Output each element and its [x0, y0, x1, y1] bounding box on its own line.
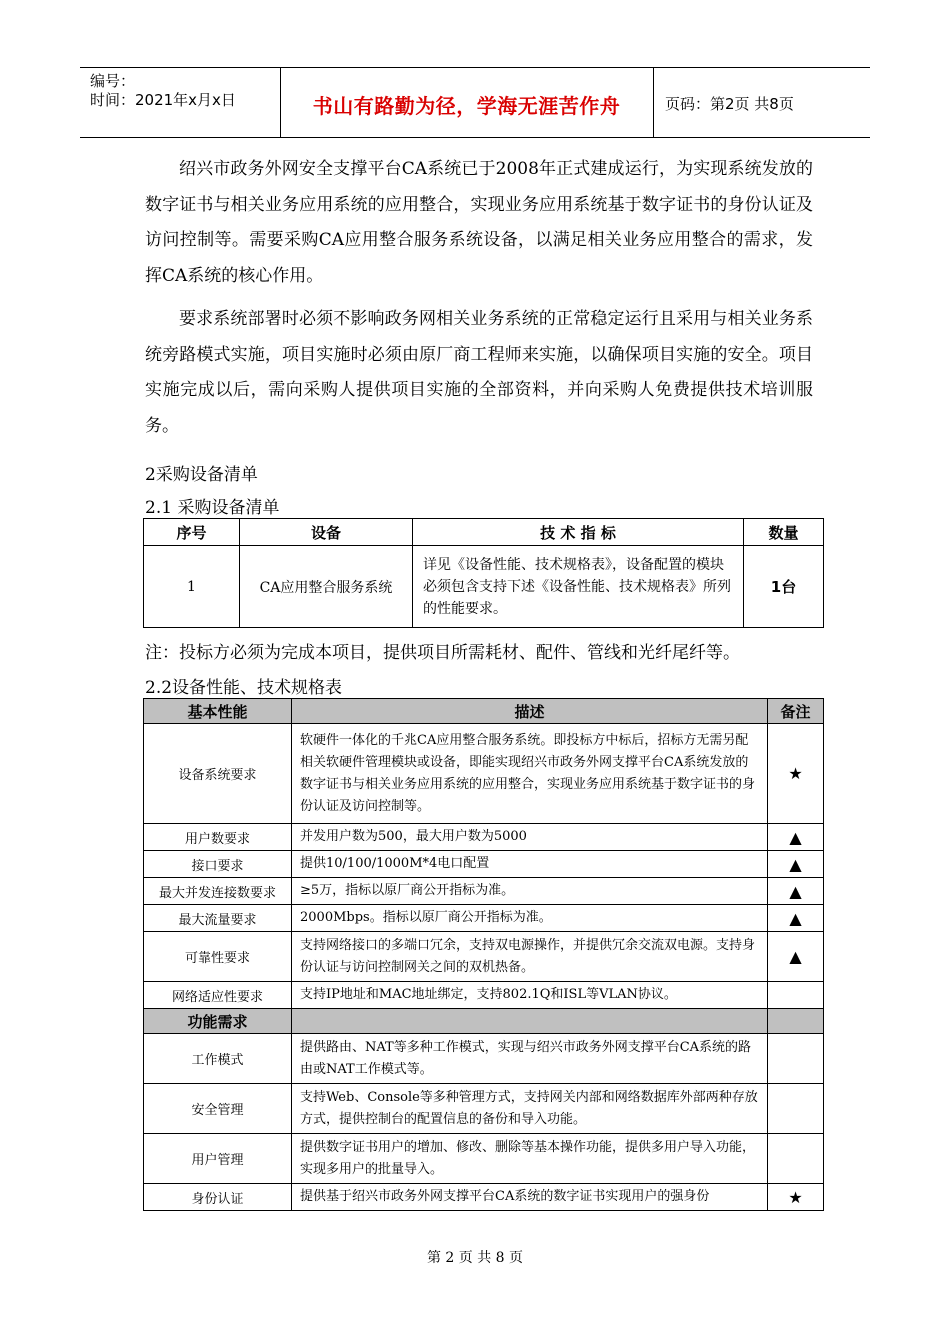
cell-device: CA应用整合服务系统 [240, 546, 413, 628]
header-page-info: 页码：第2页 共8页 [665, 95, 794, 113]
cell-qty: 1台 [744, 546, 824, 628]
table-row [144, 932, 824, 982]
cell-desc: 提供基于绍兴市政务外网支撑平台CA系统的数字证书实现用户的强身份 [292, 1184, 768, 1211]
cell-name: 安全管理 [144, 1084, 292, 1134]
header-number: 编号： [90, 72, 136, 90]
section-heading: 2采购设备清单 [145, 465, 258, 485]
note-text: 注：投标方必须为完成本项目，提供项目所需耗材、配件、管线和光纤尾纤等。 [145, 643, 740, 663]
triangle-mark-icon: ▲ [768, 851, 824, 878]
equipment-table [143, 518, 824, 628]
cell-mark [768, 1034, 824, 1084]
cell-desc: 支持Web、Console等多种管理方式，支持网关内部和网络数据库外部两种存放方式，提供控制台的配置信息的备份和导入功能。 [292, 1084, 768, 1134]
header-divider [653, 68, 654, 137]
cell-spec: 详见《设备性能、技术规格表》，设备配置的模块必须包含支持下述《设备性能、技术规格表》所列的性能要求。 [413, 546, 744, 628]
section-label: 功能需求 [144, 1009, 292, 1034]
subsection-heading: 2.1 采购设备清单 [145, 498, 280, 518]
table-row [144, 905, 824, 932]
cell-name: 最大流量要求 [144, 905, 292, 932]
cell-desc: 提供10/100/1000M*4电口配置 [292, 851, 768, 878]
cell-desc: 提供数字证书用户的增加、修改、删除等基本操作功能，提供多用户导入功能，实现多用户的批量导入。 [292, 1134, 768, 1184]
table-row [144, 1134, 824, 1184]
table-row [144, 824, 824, 851]
paragraph-intro: 绍兴市政务外网安全支撑平台CA系统已于2008年正式建成运行，为实现系统发放的数字证书与相关业务应用系统的应用整合，实现业务应用系统基于数字证书的身份认证及访问控制等。需要采购CA应用整合服务系统设备，以满足相关业务应用整合的需求，发挥CA系统的核心作用。 [145, 159, 813, 286]
header-time: 时间：2021年x月x日 [90, 91, 236, 109]
cell-desc: 2000Mbps。指标以原厂商公开指标为准。 [292, 905, 768, 932]
page-footer: 第 2 页 共 8 页 [426, 1250, 524, 1266]
spec-table [143, 698, 824, 1211]
header-meta [90, 72, 236, 110]
header-motto: 书山有路勤为径，学海无涯苦作舟 [312, 94, 621, 118]
cell-name: 网络适应性要求 [144, 982, 292, 1009]
triangle-mark-icon: ▲ [768, 905, 824, 932]
cell-desc: 软硬件一体化的千兆CA应用整合服务系统。即投标方中标后，招标方无需另配相关软硬件管理模块或设备，即能实现绍兴市政务外网支撑平台CA系统发放的数字证书与相关业务应用系统的应用整合，实现业务应用系统基于数字证书的身份认证及访问控制等。 [292, 724, 768, 824]
star-mark-icon: ★ [768, 1184, 824, 1211]
col-header-no: 序号 [144, 519, 240, 546]
star-mark-icon: ★ [768, 724, 824, 824]
cell-name: 接口要求 [144, 851, 292, 878]
triangle-mark-icon: ▲ [768, 932, 824, 982]
col-header-qty: 数量 [744, 519, 824, 546]
table-header-row [144, 519, 824, 546]
cell-desc: 提供路由、NAT等多种工作模式，实现与绍兴市政务外网支撑平台CA系统的路由或NAT工作模式等。 [292, 1034, 768, 1084]
cell-desc: 并发用户数为500，最大用户数为5000 [292, 824, 768, 851]
col-header-desc: 描述 [292, 699, 768, 724]
table-row [144, 982, 824, 1009]
cell-name: 身份认证 [144, 1184, 292, 1211]
subsection-heading: 2.2设备性能、技术规格表 [145, 678, 343, 698]
cell-name: 最大并发连接数要求 [144, 878, 292, 905]
section-row [144, 1009, 824, 1034]
cell-mark [768, 982, 824, 1009]
cell-name: 可靠性要求 [144, 932, 292, 982]
section-filler [768, 1009, 824, 1034]
table-row [144, 1184, 824, 1211]
col-header-basic: 基本性能 [144, 699, 292, 724]
cell-no: 1 [144, 546, 240, 628]
cell-name: 工作模式 [144, 1034, 292, 1084]
table-row [144, 1034, 824, 1084]
cell-name: 用户数要求 [144, 824, 292, 851]
cell-name: 用户管理 [144, 1134, 292, 1184]
col-header-spec: 技 术 指 标 [413, 519, 744, 546]
col-header-remark: 备注 [768, 699, 824, 724]
page-header [80, 67, 870, 138]
table-row [144, 546, 824, 628]
cell-desc: ≥5万，指标以原厂商公开指标为准。 [292, 878, 768, 905]
table-row [144, 724, 824, 824]
paragraph-requirements: 要求系统部署时必须不影响政务网相关业务系统的正常稳定运行且采用与相关业务系统旁路模式实施，项目实施时必须由原厂商工程师来实施，以确保项目实施的安全。项目实施完成以后，需向采购人提供项目实施的全部资料，并向采购人免费提供技术培训服务。 [145, 309, 813, 436]
table-row [144, 851, 824, 878]
cell-mark [768, 1134, 824, 1184]
table-header-row [144, 699, 824, 724]
cell-desc: 支持网络接口的多端口冗余，支持双电源操作，并提供冗余交流双电源。支持身份认证与访问控制网关之间的双机热备。 [292, 932, 768, 982]
table-row [144, 878, 824, 905]
table-row [144, 1084, 824, 1134]
section-filler [292, 1009, 768, 1034]
triangle-mark-icon: ▲ [768, 824, 824, 851]
cell-desc: 支持IP地址和MAC地址绑定，支持802.1Q和ISL等VLAN协议。 [292, 982, 768, 1009]
cell-name: 设备系统要求 [144, 724, 292, 824]
triangle-mark-icon: ▲ [768, 878, 824, 905]
cell-mark [768, 1084, 824, 1134]
col-header-device: 设备 [240, 519, 413, 546]
